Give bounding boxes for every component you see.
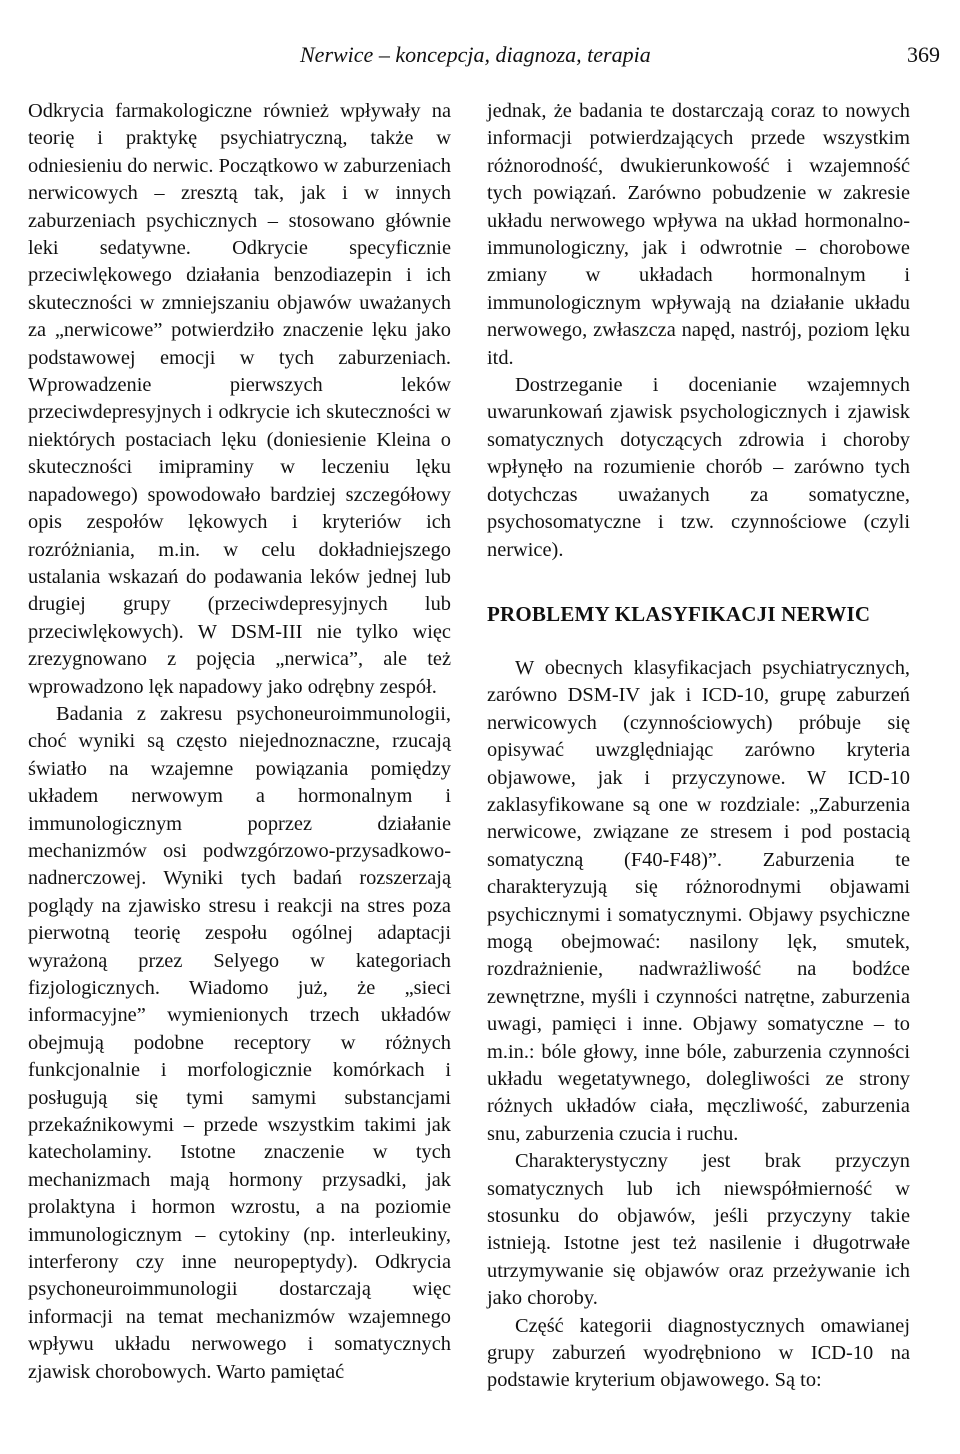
left-column bbox=[28, 98, 451, 1386]
paragraph-continuation: jednak, że badania te dostarczają coraz to nowych informacji potwierdzających przede wszystkim różnorodność, dwukierunkowość i wzajemność tych powiązań. Zarówno pobudzenie w zakresie układu nerwowego wpływa na układ hormonalno-immunologiczny, jak i odwrotnie – chorobowe zmiany w układach hormonalnym i immunologicznym wpływają na działanie układu nerwowego, zwłaszcza napęd, nastrój, poziom lęku itd. bbox=[487, 100, 910, 369]
paragraph-psychoneuroimmunology: Badania z zakresu psychoneuroimmunologii, choć wyniki są często niejednoznaczne, rzucają światło na wzajemne powiązania pomiędzy układem nerwowym a hormonalnym i immunologicznym poprzez działanie mechanizmów osi podwzgórzowo-przysadkowo-nadnerczowej. Wyniki tych badań rozszerzają poglądy na zjawisko stresu i reakcji na stres poza pierwotną teorię zespołu ogólnej adaptacji wyrażoną przez Selyego w kategoriach fizjologicznych. Wiadomo już, że „sieci informacyjne” wymienionych trzech układów obejmują podobne receptory w różnych funkcjonalnie i morfologicznie komórkach i posługują się tymi samymi substancjami przekaźnikowymi – przede wszystkim takimi jak katecholaminy. Istotne znaczenie w tych mechanizmach mają hormony przysadki, jak prolaktyna i hormon wzrostu, a na poziomie immunologicznym – cytokiny (np. interleukiny, interferony czy inne neuropeptydy). Odkrycia psychoneuroimmunologii dostarczają więc informacji na temat mechanizmów wzajemnego wpływu układu nerwowego i somatycznych zjawisk chorobowych. Warto pamiętać bbox=[28, 702, 451, 1383]
running-header bbox=[300, 40, 940, 70]
paragraph-classifications: W obecnych klasyfikacjach psychiatrycznych, zarówno DSM-IV jak i ICD-10, grupę zaburzeń nerwicowych (czynnościowych) próbuje się opisywać uwzględniając zarówno kryteria objawowe, jak i przyczynowe. W ICD-10 zaklasyfikowane są one w rozdziale: „Zaburzenia nerwicowe, związane ze stresem i pod postacią somatyczną (F40-F48)”. Zaburzenia te charakteryzują się różnorodnymi objawami psychicznymi i somatycznymi. Objawy psychiczne mogą obejmować: nasilony lęk, smutek, rozdrażnienie, nadwrażliwość na bodźce zewnętrzne, myśli i czynności natrętne, zaburzenia uwagi, pamięci i inne. Objawy somatyczne – to m.in.: bóle głowy, inne bóle, zaburzenia czynności układu wegetatywnego, dolegliwości ze strony różnych układów ciała, męczliwość, zaburzenia snu, zaburzenia czucia i ruchu. bbox=[487, 656, 910, 1145]
paragraph-pharmacology: Odkrycia farmakologiczne również wpływały na teorię i praktykę psychiatryczną, także w odniesieniu do nerwic. Początkowo w zaburzeniach nerwicowych – zresztą tak, jak i w innych zaburzeniach psychicznych – stosowano głównie leki sedatywne. Odkrycie specyficznie przeciwlękowego działania benzodiazepin i ich skuteczności w zmniejszaniu objawów uważanych za „nerwicowe” potwierdziło znaczenie lęku jako podstawowej emocji w tych zaburzeniach. Wprowadzenie pierwszych leków przeciwdepresyjnych i odkrycie ich skuteczności w niektórych postaciach lęku (doniesienie Kleina o skuteczności imipraminy w leczeniu lęku napadowego) spowodowało bardziej szczegółowy opis zespołów lękowych i kryteriów ich rozróżniania, m.in. w celu dokładniejszego ustalania wskazań do podawania leków jednej lub drugiej grupy (przeciwdepresyjnych lub przeciwlękowych). W DSM-III nie tylko więc zrezygnowano z pojęcia „nerwica”, ale też wprowadzono lęk napadowy jako odrębny zespół. bbox=[28, 100, 451, 698]
paragraph-characteristics: Charakterystyczny jest brak przyczyn somatycznych lub ich niewspółmierność w stosunku do objawów, jeśli przyczyny takie istnieją. Istotne jest też nasilenie i długotrwałe utrzymywanie się objawów oraz przeżywanie ich jako choroby. bbox=[487, 1150, 910, 1310]
page-number: 369 bbox=[907, 42, 940, 67]
paragraph-mutual-conditioning: Dostrzeganie i docenianie wzajemnych uwarunkowań zjawisk psychologicznych i zjawisk somatycznych dotyczących zdrowia i choroby wpłynęło na rozumienie chorób – zarówno tych dotychczas uważanych za somatyczne, psychosomatyczne i tzw. czynnościowe (czyli nerwice). bbox=[487, 374, 910, 561]
right-column bbox=[487, 98, 910, 1395]
running-title: Nerwice – koncepcja, diagnoza, terapia bbox=[300, 42, 651, 67]
section-heading: PROBLEMY KLASYFIKACJI NERWIC bbox=[487, 601, 871, 626]
paragraph-categories: Część kategorii diagnostycznych omawianej grupy zaburzeń wyodrębniono w ICD-10 na podstawie kryterium objawowego. Są to: bbox=[487, 1314, 910, 1392]
